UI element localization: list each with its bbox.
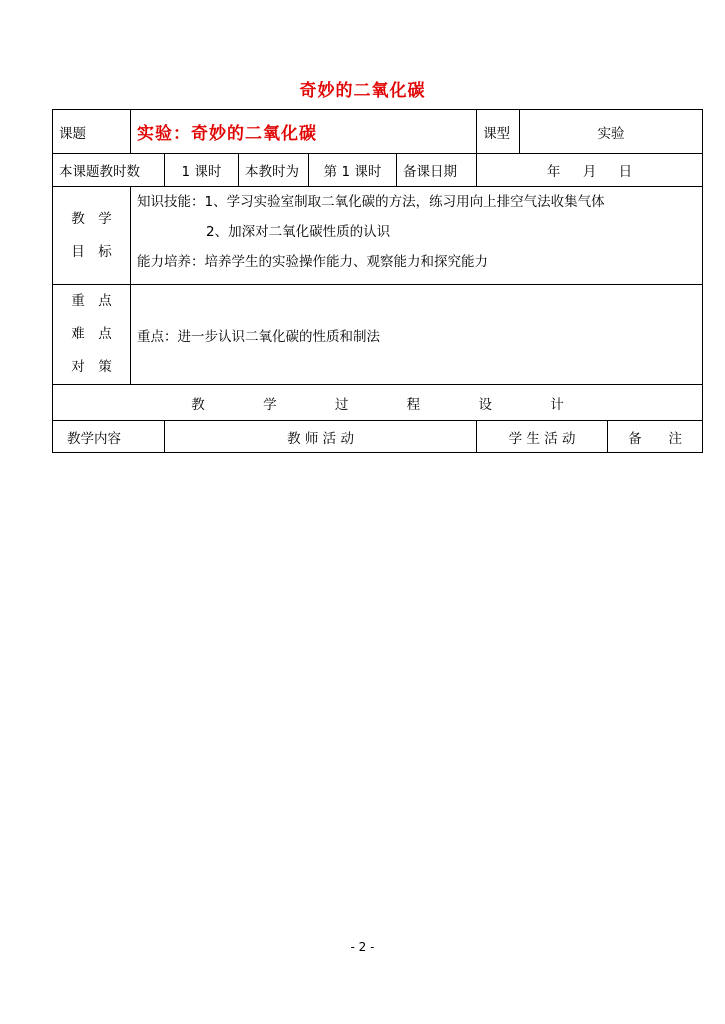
topic-value: 实验：奇妙的二氧化碳 — [131, 110, 477, 154]
keypoints-content: 重点：进一步认识二氧化碳的性质和制法 — [131, 285, 703, 385]
prep-date-label: 备课日期 — [397, 154, 477, 187]
process-design-heading — [53, 385, 703, 421]
design-char-4: 程 — [406, 396, 421, 413]
date-month: 月 — [582, 164, 597, 180]
design-char-6: 计 — [550, 396, 564, 413]
keypoints-label-line-2: 难 点 — [71, 326, 112, 342]
this-lesson-value: 第 1 课时 — [309, 154, 397, 187]
goal-line-1: 知识技能：1、学习实验室制取二氧化碳的方法，练习用向上排空气法收集气体 — [137, 194, 605, 210]
goal-line-3: 能力培养：培养学生的实验操作能力、观察能力和探究能力 — [137, 254, 488, 270]
goals-label — [53, 187, 131, 285]
header-remark: 备 注 — [608, 421, 703, 453]
type-label: 课型 — [477, 110, 520, 154]
goal-line-2: 2、加深对二氧化碳性质的认识 — [206, 224, 391, 240]
header-teacher-activity: 教 师 活 动 — [165, 421, 477, 453]
design-char-3: 过 — [334, 396, 349, 413]
header-content: 教学内容 — [53, 421, 165, 453]
design-char-2: 学 — [263, 396, 277, 413]
keypoints-label-line-3: 对 策 — [71, 359, 112, 375]
date-year: 年 — [547, 164, 561, 180]
type-value: 实验 — [520, 110, 703, 154]
keypoints-label-line-1: 重 点 — [71, 293, 112, 309]
keypoints-label — [53, 285, 131, 385]
goals-label-line-2: 目 标 — [71, 243, 112, 260]
page-title: 奇妙的二氧化碳 — [299, 81, 426, 101]
lessons-count-value: 1 课时 — [165, 154, 239, 187]
lessons-count-label: 本课题教时数 — [53, 154, 165, 187]
topic-label: 课题 — [53, 110, 131, 154]
lesson-plan-table — [52, 109, 703, 453]
date-day: 日 — [618, 164, 633, 180]
design-char-5: 设 — [478, 396, 492, 413]
page-number: - 2 - — [350, 940, 375, 954]
header-student-activity: 学 生 活 动 — [477, 421, 608, 453]
prep-date-value — [477, 154, 703, 187]
goals-content — [131, 187, 703, 285]
this-lesson-label: 本教时为 — [239, 154, 309, 187]
goals-label-line-1: 教 学 — [71, 210, 112, 227]
design-char-1: 教 — [191, 396, 205, 413]
